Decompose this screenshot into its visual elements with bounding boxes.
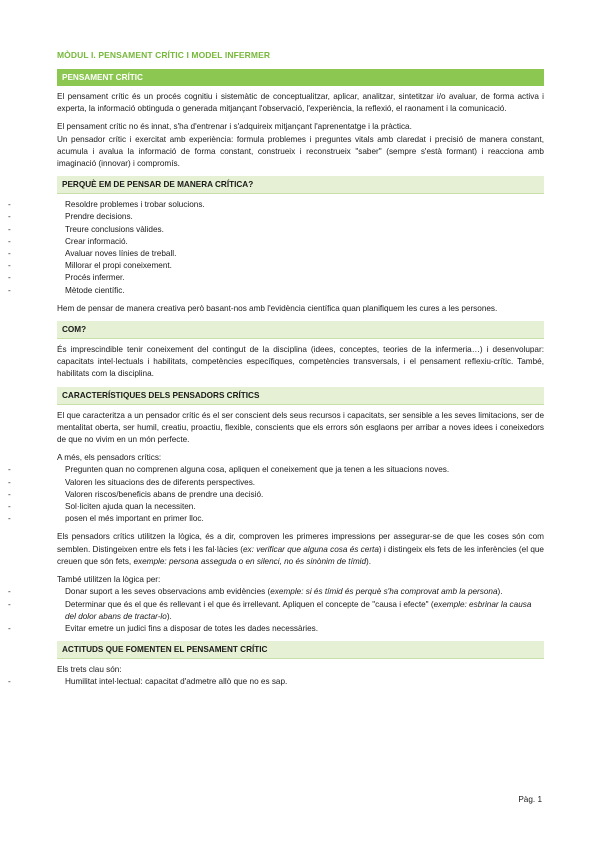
logic-list — [57, 586, 544, 635]
paragraph: El pensament crític és un procés cognitiu i sistemàtic de conceptualitzar, aplicar, analitzar, sintetitzar i/o avaluar, de forma activa i experta, la informació obtinguda o generada mitjançant l'observació, l'experiència, la reflexió, el raonament i la comunicació. — [57, 92, 544, 114]
list-item: - Valoren les situacions des de diferents perspectives. — [57, 477, 544, 489]
list-item — [57, 623, 544, 635]
paragraph: El pensament crític no és innat, s'ha d'entrenar i s'adquireix mitjançant l'aprenentatge i la pràctica. — [57, 122, 412, 132]
section-heading-pensament-critic: PENSAMENT CRÍTIC — [57, 69, 544, 86]
list-item: - Avaluar noves línies de treball. — [57, 248, 544, 260]
list-item: - Resoldre problemes i trobar solucions. — [57, 199, 544, 211]
section-heading-perque: PERQUÈ EM DE PENSAR DE MANERA CRÍTICA? — [57, 176, 544, 194]
list-item: - Procés infermer. — [57, 272, 544, 284]
page-number: Pàg. 1 — [518, 795, 542, 804]
example-text: exemple: esbrinar la causa del dolor abans de tractar-lo — [65, 599, 532, 621]
text-run: Els pensadors crítics utilitzen la lògica, és a dir, comproven les primeres impressions per assegurar-se de que les coses són com semblen. Distingeixen entre els fets i les fal·làcies ( — [57, 532, 544, 554]
list-item: - Sol·liciten ajuda quan la necessiten. — [57, 501, 544, 513]
list-item — [57, 599, 544, 623]
reasons-list — [57, 199, 544, 297]
text-run: ). — [366, 556, 372, 566]
paragraph: Els trets clau són: — [57, 665, 122, 675]
module-title: MÒDUL I. PENSAMENT CRÍTIC I MODEL INFERMER — [57, 50, 271, 60]
list-item: - Crear informació. — [57, 236, 544, 248]
traits-list — [57, 464, 544, 525]
list-item: - Valoren riscos/beneficis abans de prendre una decisió. — [57, 489, 544, 501]
paragraph-logic — [57, 531, 544, 568]
paragraph: Hem de pensar de manera creativa però basant-nos amb l'evidència científica quan planifiquem les cures a les persones. — [57, 303, 498, 313]
list-item: - Treure conclusions vàlides. — [57, 224, 544, 236]
text-run: Evitar emetre un judici fins a disposar de totes les dades necessàries. — [65, 623, 319, 633]
example-text: exemple: persona asseguda o en silenci, no és sinònim de tímid — [133, 556, 367, 566]
text-run: ). — [497, 587, 503, 597]
paragraph: El que caracteritza a un pensador crític és el ser conscient dels seus recursos i capacitats, ser sensible a les seves limitacions, ser de mentalitat oberta, ser humil, creatiu, proactiu, flexible, conscients que els errors són esglaons per arribar a noves idees i coneixedors de que no vivim en un món perfecte. — [57, 410, 544, 445]
section-heading-com: COM? — [57, 321, 544, 339]
list-item: - Prendre decisions. — [57, 211, 544, 223]
list-item: - Humilitat intel·lectual: capacitat d'admetre allò que no es sap. — [57, 676, 544, 688]
paragraph: És imprescindible tenir coneixement del contingut de la disciplina (idees, conceptes, teories de la infermeria…) i desenvolupar: capacitats intel·lectuals i habilitats, competències específiques, competències transversals, i el pensament reflexiu-crític. També, habilitats com la disciplina. — [57, 345, 544, 379]
text-run: ). — [166, 611, 172, 621]
section-heading-caracteristiques: CARACTERÍSTIQUES DELS PENSADORS CRÍTICS — [57, 387, 544, 405]
paragraph: Un pensador crític i exercitat amb experiència: formula problemes i preguntes vitals amb claredat i precisió de manera constant, acumula i avalua la informació de forma constant, construeix i reconstrueix "saber" (sempre s'està formant) i reacciona amb imaginació (innovar) i compromís. — [57, 134, 544, 169]
list-item: - Millorar el propi coneixement. — [57, 260, 544, 272]
paragraph: A més, els pensadors crítics: — [57, 453, 162, 463]
text-run: Determinar que és el que és rellevant i el que és irrellevant. Apliquen el concepte de "causa i efecte" ( — [65, 599, 434, 609]
paragraph: També utilitzen la lògica per: — [57, 575, 161, 585]
example-text: ex: verificar que alguna cosa és certa — [243, 544, 379, 554]
list-item: - posen el més important en primer lloc. — [57, 513, 544, 525]
text-run: ) i distingeix els fets de les inferències (el que creuen que són fets, — [57, 544, 544, 566]
attitudes-list — [57, 676, 544, 688]
section-heading-actituds: ACTITUDS QUE FOMENTEN EL PENSAMENT CRÍTIC — [57, 641, 544, 659]
text-run: Donar suport a les seves observacions amb evidències ( — [65, 587, 271, 597]
list-item — [57, 586, 544, 598]
list-item: - Mètode científic. — [57, 285, 544, 297]
list-item: - Pregunten quan no comprenen alguna cosa, apliquen el coneixement que ja tenen a les situacions noves. — [57, 464, 544, 476]
example-text: exemple: si és tímid és perquè s'ha comprovat amb la persona — [270, 587, 498, 597]
document-page — [57, 50, 544, 695]
